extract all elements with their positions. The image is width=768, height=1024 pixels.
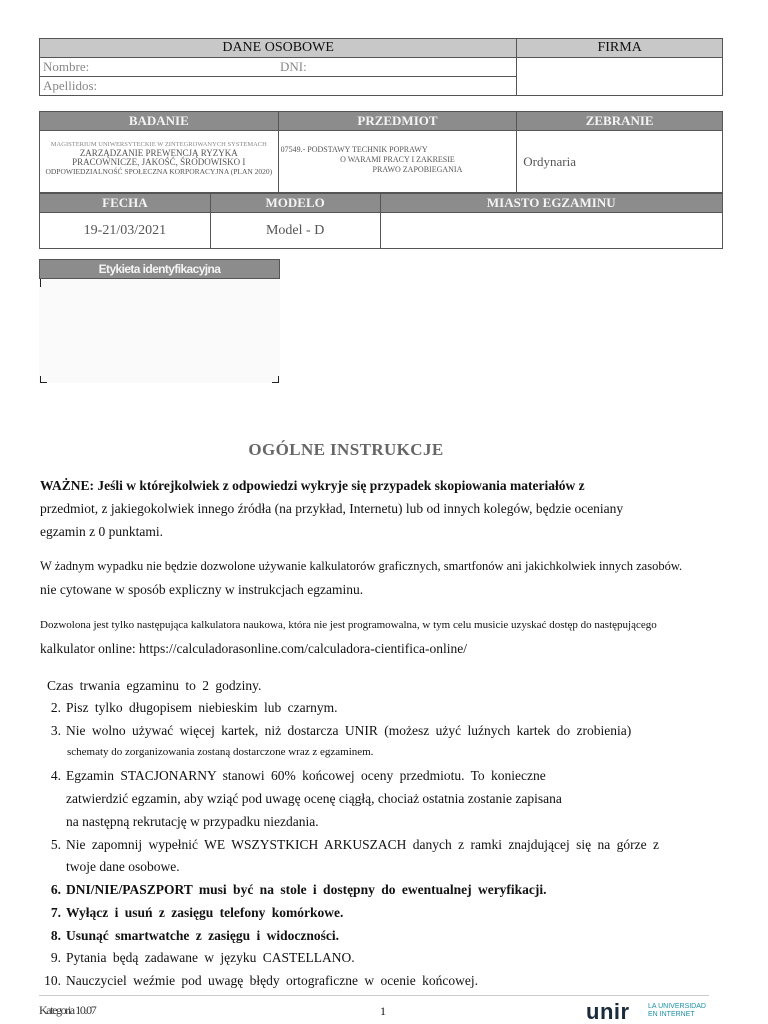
list-item-continuation: twoje dane osobowe. xyxy=(66,859,180,874)
list-item xyxy=(40,973,478,989)
study-header: BADANIE xyxy=(40,112,279,131)
list-item-text: Pisz tylko długopisem niebieskim lub czarnym. xyxy=(66,700,338,715)
first-name-field[interactable] xyxy=(40,58,517,77)
logo-tagline xyxy=(648,1003,706,1019)
calculator-line-1: W żadnym wypadku nie będzie dozwolone używanie kalkulatorów graficznych, smartfonów ani jakichkolwiek innych zasobów. xyxy=(40,559,683,573)
date-value: 19-21/03/2021 xyxy=(40,213,211,249)
model-value: Model - D xyxy=(210,213,380,249)
degree-line-2: ZARZĄDZANIE PREWENCJĄ RYZYKA xyxy=(79,148,238,158)
unir-logo: unir xyxy=(586,999,630,1024)
list-item-continuation: schematy do zorganizowania zostaną dostarczone wraz z egzaminem. xyxy=(67,746,374,758)
id-label-title: Etykieta identyfikacyjna xyxy=(39,259,280,279)
list-item xyxy=(40,837,659,853)
list-item-text: DNI/NIE/PASZPORT musi być na stole i dostępny do ewentualnej weryfikacji. xyxy=(66,882,547,897)
logo-tagline-line-2: EN INTERNET xyxy=(648,1011,695,1018)
corner-mark-bottom-left xyxy=(40,376,47,383)
list-item-number: 6. xyxy=(50,882,61,897)
list-item-text: Egzamin STACJONARNY stanowi 60% końcowej oceny przedmiotu. To konieczne xyxy=(66,768,546,783)
list-item-continuation: na następną rekrutację w przypadku niezdania. xyxy=(66,814,319,829)
calculator-line-2: nie cytowane w sposób expliczny w instrukcjach egzaminu. xyxy=(40,582,364,597)
city-header: MIASTO EGZAMINU xyxy=(380,194,722,213)
subject-cell xyxy=(278,131,517,193)
model-header: MODELO xyxy=(210,194,380,213)
surname-label: Apellidos: xyxy=(43,78,98,93)
list-item xyxy=(40,928,339,944)
list-item xyxy=(40,905,343,921)
id-label-area xyxy=(39,279,280,383)
list-item xyxy=(47,678,261,694)
list-item-number: 2. xyxy=(50,700,61,715)
list-item-text: Wyłącz i usuń z zasięgu telefony komórkowe. xyxy=(66,905,344,920)
important-line-1: WAŻNE: Jeśli w którejkolwiek z odpowiedzi wykryje się przypadek skopiowania materiałów z xyxy=(40,478,585,493)
footer-divider xyxy=(39,995,709,996)
subject-line-1: 07549.- PODSTAWY TECHNIK POPRAWY xyxy=(280,145,428,154)
list-item xyxy=(40,700,337,716)
subject-line-3: PRAWO ZAPOBIEGANIA xyxy=(372,165,463,174)
degree-line-4: ODPOWIEDZIALNOŚĆ SPOŁECZNA KORPORACYJNA (PLAN 2020) xyxy=(45,167,273,176)
list-item-text: Nie wolno używać więcej kartek, niż dostarcza UNIR (możesz użyć luźnych kartek do zrobienia) xyxy=(66,723,632,738)
list-item-number: 7. xyxy=(50,905,61,920)
allowed-calculator-line-2: kalkulator online: https://calculadorasonline.com/calculadora-cientifica-online/ xyxy=(40,641,467,656)
corner-mark-top-left xyxy=(40,279,47,287)
signature-field[interactable] xyxy=(517,58,723,96)
list-item-number: 8. xyxy=(50,928,61,943)
session-header: ZEBRANIE xyxy=(517,112,723,131)
page-number: 1 xyxy=(380,1004,386,1018)
degree-line-3: PRACOWNICZE, JAKOŚĆ, ŚRODOWISKO I xyxy=(72,157,246,167)
id-label-box xyxy=(39,259,280,384)
important-line-2: przedmiot, z jakiegokolwiek innego źródła (na przykład, Internetu) lub od innych kolegów, będzie oceniany xyxy=(40,501,624,516)
list-item-text: Czas trwania egzaminu to 2 godziny. xyxy=(47,678,262,693)
list-item-text: Pytania będą zadawane w języku CASTELLANO. xyxy=(66,950,355,965)
list-item-number: 9. xyxy=(50,950,61,965)
first-name-label: Nombre: xyxy=(43,59,90,74)
date-header: FECHA xyxy=(40,194,211,213)
footer-code: Kategoria 10.07 xyxy=(39,1003,96,1017)
corner-mark-bottom-right xyxy=(272,376,279,383)
session-value: Ordynaria xyxy=(517,131,723,193)
personal-data-table xyxy=(39,38,723,96)
list-item-text: Nauczyciel weźmie pod uwagę błędy ortograficzne w ocenie końcowej. xyxy=(66,973,478,988)
surname-field[interactable] xyxy=(40,77,517,96)
allowed-calculator-line-1: Dozwolona jest tylko następująca kalkulatora naukowa, która nie jest programowalna, w tym celu musicie uzyskać dostęp do następującego xyxy=(40,619,657,631)
list-item xyxy=(40,950,355,966)
list-item-number: 10. xyxy=(44,973,61,988)
list-item-continuation: zatwierdzić egzamin, aby wziąć pod uwagę ocenę ciągłą, chociaż ostatnia zostanie zapisana xyxy=(66,791,562,806)
logo-tagline-line-1: LA UNIVERSIDAD xyxy=(648,1003,706,1010)
personal-data-header: DANE OSOBOWE xyxy=(40,39,517,58)
subject-line-2: O WARAMI PRACY I ZAKRESIE xyxy=(340,155,455,164)
list-item xyxy=(40,723,631,739)
list-item-number: 3. xyxy=(50,723,61,738)
list-item-text: Usunąć smartwatche z zasięgu i widoczności. xyxy=(66,928,339,943)
dni-label: DNI: xyxy=(280,59,307,74)
list-item-number: 4. xyxy=(50,768,61,783)
list-item-number: 5. xyxy=(50,837,61,852)
city-field[interactable] xyxy=(380,213,722,249)
list-item xyxy=(40,768,546,784)
instructions-title: OGÓLNE INSTRUKCJE xyxy=(248,440,444,459)
degree-cell xyxy=(40,131,279,193)
list-item-text: Nie zapomnij wypełnić WE WSZYSTKICH ARKUSZACH danych z ramki znajdującej się na górze z xyxy=(66,837,659,852)
important-line-3: egzamin z 0 punktami. xyxy=(40,524,163,539)
list-item xyxy=(40,882,547,898)
study-table xyxy=(39,111,723,193)
signature-header: FIRMA xyxy=(517,39,723,58)
subject-header: PRZEDMIOT xyxy=(278,112,517,131)
exam-info-table xyxy=(39,193,723,249)
degree-line-1: MAGISTERIUM UNIWERSYTECKIE W ZINTEGROWANYCH SYSTEMACH xyxy=(50,141,267,148)
